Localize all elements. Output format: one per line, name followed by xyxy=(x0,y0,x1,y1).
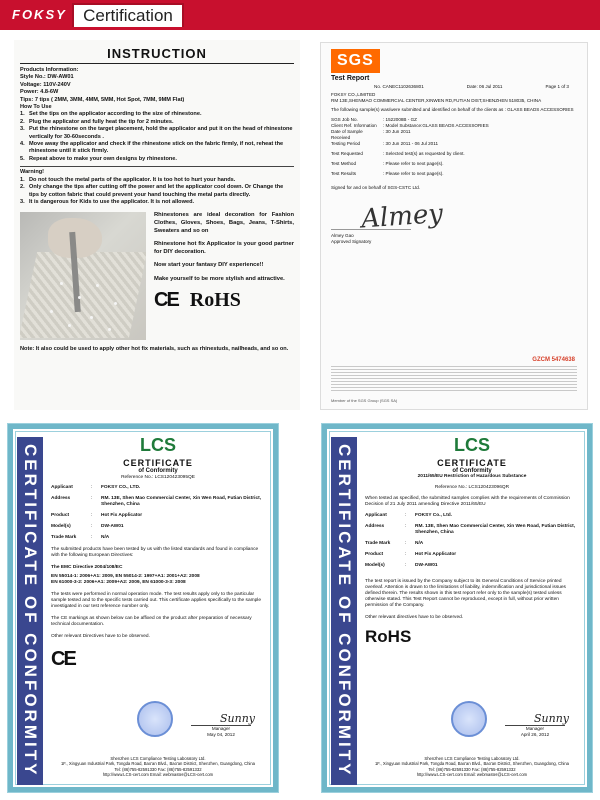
field-value: : Selected test(s) as requested by client. xyxy=(383,151,465,156)
certification-marks xyxy=(154,289,294,312)
field-value: Hot Fix Applicator xyxy=(415,552,457,557)
cert-field: Applicant : FOKSY Co., Ltd. xyxy=(365,513,579,519)
manager-label: Manager xyxy=(191,725,251,731)
field-key: Test Results xyxy=(331,171,357,176)
field-key: Date of Sample Received xyxy=(331,129,363,140)
field-value: FOKSY CO., LTD. xyxy=(101,485,141,490)
field-value: : 30 Jun 2011 xyxy=(383,129,411,134)
lab-line: http://www.LCS-cert.com Email: webmaster@LCS-cert.com xyxy=(102,771,214,777)
step-number: 3. xyxy=(20,126,25,133)
warning-header: Warning! xyxy=(20,169,45,176)
instruction-title: INSTRUCTION xyxy=(107,46,207,61)
step-text: Set the tips on the applicator according to the size of rhinestone. xyxy=(29,111,202,118)
step-number: 4. xyxy=(20,141,25,148)
field-value: : Please refer to next page(s). xyxy=(383,171,444,176)
ce-mark: CE xyxy=(51,648,75,670)
step-item xyxy=(20,111,294,118)
certificate-subtitle: of Conformity xyxy=(138,468,178,474)
step-text: Repeat above to make your own designs by rhinestone. xyxy=(29,155,177,162)
field-key: Test Requested xyxy=(331,151,363,156)
howto-header: How To Use xyxy=(20,104,52,111)
rohs-mark: RoHS xyxy=(189,289,241,312)
step-text: Plug the applicator and fully heat the tip for 2 minutes. xyxy=(29,118,174,125)
certificate-title: CERTIFICATE xyxy=(123,458,193,468)
certificate-date: April 26, 2012 xyxy=(520,732,550,737)
field-value: RM. 13E, Shen Mao Commercial Center, Xin Wen Road, Futian District, Shenzhen, China xyxy=(415,524,576,535)
certificate-subtitle: of Conformity xyxy=(452,468,492,474)
rohs-mark: RoHS xyxy=(365,627,412,646)
cert-field: Address : RM. 13E, Shen Mao Commercial Center, Xin Wen Road, Futian District, Shenzhen, China xyxy=(365,524,579,536)
info-power: Power: 4.8-6W xyxy=(20,89,59,96)
client-address: RM 13E,SHENMAO COMMERCIAL CENTER,XINWEN RD,FUTIAN DIST,SHENZHEN 518035, CHINA xyxy=(331,98,542,103)
step-number: 5. xyxy=(20,155,25,162)
description-paragraph: Make yourself to be more stylish and attractive. xyxy=(154,275,285,282)
lab-info xyxy=(365,756,579,777)
field-value: FOKSY Co., Ltd. xyxy=(415,513,452,518)
report-header xyxy=(331,84,577,89)
field-key: Product xyxy=(51,513,70,518)
lab-line: 1F., Xingyuan Industrial Park, Tongda Road, Bao'an Blvd., Bao'an District, Shenzhen, Guangdong, China xyxy=(60,761,256,767)
test-paragraph: The tests were performed in normal operation mode. The test results apply only to the particular sample tested and to the specific tests carried out. This certificate applies specifically to the sample investigated in our test reference number only. xyxy=(51,592,262,609)
field-key: Model(s) xyxy=(51,524,71,529)
step-item xyxy=(20,126,294,141)
signer-name: Almey Gao xyxy=(331,233,354,238)
certificate-title: CERTIFICATE xyxy=(437,458,507,468)
step-item xyxy=(20,141,294,156)
ce-certificate xyxy=(8,424,278,792)
warning-text: Only change the tips after cutting off the power and let the applicator cool down. Or Change the tips by cotton fabric that could prevent your hand touching the metal parts directly. xyxy=(29,184,284,198)
description-paragraph: Now start your fantasy DIY experience!! xyxy=(154,262,264,269)
step-item xyxy=(20,156,294,163)
divider xyxy=(20,166,294,167)
signer-title: Approved Signatory xyxy=(331,239,372,244)
field-key: Address xyxy=(365,524,385,529)
field-key: Testing Period xyxy=(331,141,361,146)
certificate-body xyxy=(365,435,579,781)
other-directives: Other relevant directives have to be observed. xyxy=(365,615,464,620)
report-field xyxy=(331,161,577,167)
certificate-body xyxy=(51,435,265,781)
manager-signature: Sunny xyxy=(219,712,255,725)
field-key: Applicant xyxy=(365,513,387,518)
warning-text: It is dangerous for Kids to use the applicator. It is not allowed. xyxy=(29,198,195,205)
signature: Almey xyxy=(360,198,444,235)
applicator-photo xyxy=(20,212,146,340)
vertical-band xyxy=(331,437,357,785)
other-directives: Other relevant Directives have to be observed. xyxy=(51,634,150,639)
cert-field: Model(s) : DW-AW01 xyxy=(365,563,579,569)
warning-item xyxy=(20,184,294,199)
field-key: SGS Job No. xyxy=(331,117,358,122)
warning-number: 3. xyxy=(20,198,25,205)
manager-label: Manager xyxy=(505,725,565,731)
signed-on-behalf: Signed for and on behalf of SGS-CSTC Ltd. xyxy=(331,185,421,190)
report-footer: Member of the SGS Group (SGS SA) xyxy=(331,398,398,403)
vertical-band-text: CERTIFICATE OF CONFORMITY xyxy=(21,444,40,778)
cert-field: Trade Mark : N/A xyxy=(51,535,265,541)
report-fields xyxy=(331,117,577,177)
step-text: Move away the applicator and check if the rhinestone stick on the fabric firmly, if not, reheat the rhinestone until it stick firmly. xyxy=(29,141,284,155)
reference-number: Reference No.: LCS120423095QE xyxy=(121,475,195,480)
instruction-note: Note: It also could be used to apply other hot fix materials, such as rhinestuds, nailheads, and so on. xyxy=(20,346,289,353)
report-number: No. CANEC1102636801 xyxy=(374,84,424,89)
cert-field: Applicant : FOKSY CO., LTD. xyxy=(51,485,265,491)
field-value: RM. 13E, Shen Mao Commercial Center, Xin Wen Road, Futian District, Shenzhen, China xyxy=(101,496,262,507)
brand-logo: FOKSY xyxy=(12,7,67,22)
description-paragraph: Rhinestones are ideal decoration for Fashion Clothes, Gloves, Shoes, Bags, Jeans, T-Shirts, Sweaters and so on xyxy=(154,212,294,234)
field-key: Model(s) xyxy=(365,563,385,568)
warning-item xyxy=(20,177,294,184)
sgs-test-report xyxy=(320,42,588,410)
info-header: Products Information: xyxy=(20,67,79,73)
product-photo-row xyxy=(20,212,294,340)
divider xyxy=(20,63,294,64)
directive-line: 2011/65/EU Restriction of Hazardous Substance xyxy=(417,474,527,479)
page-title: Certification xyxy=(72,3,184,27)
vertical-band-text: CERTIFICATE OF CONFORMITY xyxy=(335,444,354,778)
lcs-seal-icon xyxy=(451,701,487,737)
certificate-date: May 04, 2012 xyxy=(207,732,235,737)
report-title: Test Report xyxy=(331,75,370,82)
sgs-logo: SGS xyxy=(331,49,380,73)
lab-line: http://www.LCS-cert.com Email: webmaster@LCS-cert.com xyxy=(416,771,528,777)
intro-paragraph: When tested as specified, the submitted samples complies with the requirements of Commission Decision of 21 July 2011 amending Directive 2011/65/EU xyxy=(365,496,570,507)
lab-line: Tel: (86)755-82591330 Fax: (86)755-82591332 xyxy=(114,766,202,772)
description-paragraph: Rhinestone hot fix Applicator is your good partner for DIY decoration. xyxy=(154,241,294,255)
field-value: N/A xyxy=(415,541,424,546)
report-field xyxy=(331,129,577,141)
lab-line: 1F., Xingyuan Industrial Park, Tongda Road, Bao'an Blvd., Bao'an District, Shenzhen, Guangdong, China xyxy=(374,761,570,767)
cert-field: Address : RM. 13E, Shen Mao Commercial Center, Xin Wen Road, Futian District, Shenzhen, China xyxy=(51,496,265,508)
field-value: DW-AW01 xyxy=(101,524,124,529)
rohs-certificate xyxy=(322,424,592,792)
report-date: Date: 06 Jul 2011 xyxy=(466,84,503,89)
info-tips: Tips: 7 tips ( 2MM, 3MM, 4MM, 5MM, Hot Spot, 7MM, 9MM Flat) xyxy=(20,96,185,103)
cert-field: Product : Hot Fix Applicator xyxy=(51,513,265,519)
standards-line: EN 61000-3-2: 2006+A1: 2009+A2: 2009, EN 61000-3-3: 2008 xyxy=(51,580,186,585)
cert-field: Trade Mark : N/A xyxy=(365,541,579,547)
warning-number: 2. xyxy=(20,184,25,191)
lab-line: Shenzhen LCS Compliance Testing Laboratory Ltd. xyxy=(110,756,206,762)
directive-name: The EMC Directive 2004/108/EC xyxy=(51,565,123,570)
warning-number: 1. xyxy=(20,176,25,183)
field-key: Client Ref. Information xyxy=(331,123,377,128)
ce-mark: CE xyxy=(154,289,178,312)
header-banner xyxy=(0,0,600,30)
field-key: Trade Mark xyxy=(51,535,77,540)
report-page: Page 1 of 3 xyxy=(545,84,569,89)
warning-text: Do not touch the metal parts of the applicator. It is too hot to hurt your hands. xyxy=(29,176,236,183)
standards-line: EN 55014-1: 2006+A1: 2009, EN 55014-2: 1997+A1: 2001+A2: 2008 xyxy=(51,574,200,579)
cert-field: Model(s) : DW-AW01 xyxy=(51,524,265,530)
field-key: Address xyxy=(51,496,71,501)
step-number: 1. xyxy=(20,111,25,118)
field-value: Hot Fix Applicator xyxy=(101,513,143,518)
field-value: N/A xyxy=(101,535,110,540)
lab-info xyxy=(51,756,265,777)
warning-item xyxy=(20,199,294,206)
report-intro: The following sample(s) was/were submitted and identified on behalf of the clients as : GLASS BEADS ACCESSORIES xyxy=(331,107,574,112)
info-voltage: Voltage: 110V-240V xyxy=(20,81,71,88)
field-value: DW-AW01 xyxy=(415,563,438,568)
field-value: : Please refer to next page(s). xyxy=(383,161,444,166)
step-item xyxy=(20,119,294,126)
marking-paragraph: The CE markings as shown below can be affixed on the product after preparation of necessary technical documentation. xyxy=(51,616,252,627)
vertical-band xyxy=(17,437,43,785)
field-value: : 1522008B - GZ xyxy=(383,117,417,122)
step-number: 2. xyxy=(20,118,25,125)
conditions-paragraph: The test report is issued by the Company subject to its General Conditions of Service printed overleaf. Attention is drawn to the limitations of liability, indemnification and jurisdictional issues defined therein. The results shown in this test report refer only to the sample(s) tested unless otherwise stated. This Test Report cannot be reproduced, except in full, without prior written permission of the Company. xyxy=(365,579,566,608)
serial-number: GZCM 5474638 xyxy=(532,357,575,363)
product-description xyxy=(146,212,294,340)
reference-number: Reference No.: LCS120423096QR xyxy=(434,485,510,490)
field-key: Trade Mark xyxy=(365,541,391,546)
instruction-sheet xyxy=(14,40,300,410)
lab-line: Shenzhen LCS Compliance Testing Laboratory Ltd. xyxy=(424,756,520,762)
manager-signature: Sunny xyxy=(533,712,569,725)
info-style: Style No.: DW-AW01 xyxy=(20,74,74,81)
step-text: Put the rhinestone on the target placement, hold the applicator and put it on the head of rhinestone vertically for 30-60seconds . xyxy=(29,126,293,140)
fineprint-block xyxy=(331,365,577,391)
fabric-shape xyxy=(20,252,146,338)
field-value: : 30 Jun 2011 - 06 Jul 2011 xyxy=(383,141,438,146)
lcs-logo: LCS xyxy=(454,435,490,455)
field-key: Product xyxy=(365,552,384,557)
lab-line: Tel: (86)755-82591330 Fax: (86)755-82591332 xyxy=(428,766,516,772)
cert-field: Product : Hot Fix Applicator xyxy=(365,552,579,558)
compliance-paragraph: The submitted products have been tested by us with the listed standards and found in compliance with the following European Directives: xyxy=(51,547,259,558)
report-field xyxy=(331,141,577,147)
client-name: FOKSY CO.,LIMITED xyxy=(331,92,376,97)
field-key: Test Method xyxy=(331,161,357,166)
field-key: Applicant xyxy=(51,485,73,490)
field-value: : Model Substance:GLASS BEADS ACCESSORIES xyxy=(383,123,489,128)
lcs-logo: LCS xyxy=(140,435,176,455)
report-field xyxy=(331,171,577,177)
lcs-seal-icon xyxy=(137,701,173,737)
report-field xyxy=(331,151,577,157)
